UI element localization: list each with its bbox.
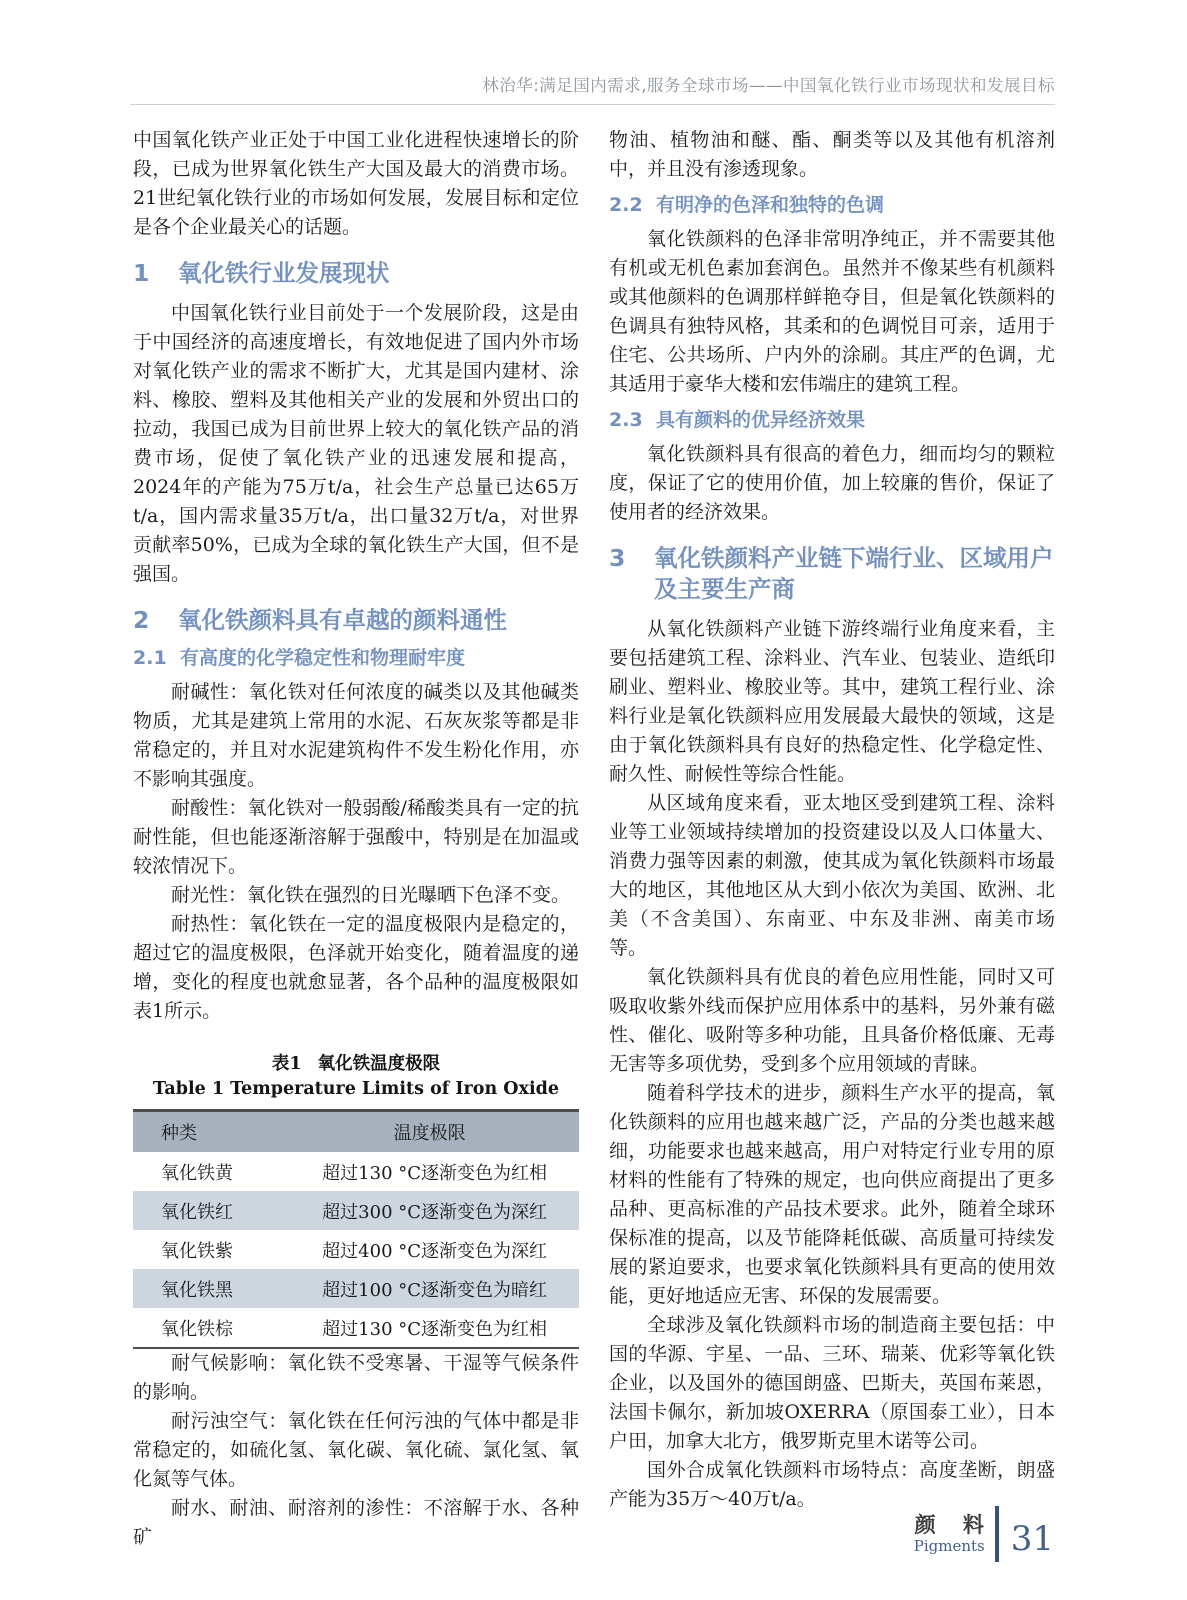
cell-limit: 超过300 °C逐渐变色为深红 bbox=[280, 1191, 579, 1230]
section-2-3-number: 2.3 bbox=[609, 409, 643, 431]
section-2-2-heading bbox=[609, 193, 1055, 218]
section-2-3-title: 具有颜料的优异经济效果 bbox=[656, 409, 866, 431]
section-2-3-paragraph: 氧化铁颜料具有很高的着色力，细而均匀的颗粒度，保证了它的使用价值，加上较廉的售价，保证了使用者的经济效果。 bbox=[609, 443, 1055, 523]
section-2-1-title: 有高度的化学稳定性和物理耐牢度 bbox=[180, 647, 466, 669]
section-2-title: 氧化铁颜料具有卓越的颜料通性 bbox=[178, 606, 507, 634]
table-row bbox=[133, 1269, 579, 1308]
right-column bbox=[609, 126, 1055, 1514]
paragraph-application-properties: 氧化铁颜料具有优良的着色应用性能，同时又可吸取收紫外线而保护应用体系中的基料，另外兼有磁性、催化、吸附等多种功能，且具备价格低廉、无毒无害等多项优势，受到多个应用领域的青睐。 bbox=[609, 966, 1055, 1075]
col-header-type: 种类 bbox=[133, 1111, 280, 1153]
table-row bbox=[133, 1230, 579, 1269]
journal-name-block bbox=[913, 1513, 994, 1555]
section-2-2-title: 有明净的色泽和独特的色调 bbox=[656, 194, 885, 216]
paragraph-technology-progress: 随着科学技术的进步，颜料生产水平的提高，氧化铁颜料的应用也越来越广泛，产品的分类也越来越细，功能要求也越来越高，用户对特定行业专用的原材料的性能有了特殊的规定，也向供应商提出了更多品种、更高标准的产品技术要求。此外，随着全球环保标准的提高，以及节能降耗低碳、高质量可持续发展的紧迫要求，也要求氧化铁颜料具有更高的使用效能，更好地适应无害、环保的发展需要。 bbox=[609, 1082, 1055, 1307]
section-3-number: 3 bbox=[609, 544, 626, 572]
paragraph-water-oil-solvent: 耐水、耐油、耐溶剂的渗性：不溶解于水、各种矿 bbox=[133, 1497, 579, 1548]
paragraph-foreign-market-features: 国外合成氧化铁颜料市场特点：高度垄断，朗盛产能为35万～40万t/a。 bbox=[609, 1459, 1055, 1510]
header-rule bbox=[130, 104, 1055, 105]
table-row bbox=[133, 1308, 579, 1348]
paragraph-weather-resistance: 耐气候影响：氧化铁不受寒暑、干湿等气候条件的影响。 bbox=[133, 1352, 579, 1403]
cell-type: 氧化铁黄 bbox=[161, 1162, 233, 1184]
paragraph-downstream-industries: 从氧化铁颜料产业链下游终端行业角度来看，主要包括建筑工程、涂料业、汽车业、包装业、造纸印刷业、塑料业、橡胶业等。其中，建筑工程行业、涂料行业是氧化铁颜料应用发展最大最快的领域，这是由于氧化铁颜料具有良好的热稳定性、化学稳定性、耐久性、耐候性等综合性能。 bbox=[609, 618, 1055, 785]
section-2-2-number: 2.2 bbox=[609, 194, 643, 216]
section-2-3-heading bbox=[609, 408, 1055, 433]
cell-type: 氧化铁紫 bbox=[161, 1240, 233, 1262]
page-number: 31 bbox=[1010, 1519, 1054, 1559]
paragraph-polluted-air-resistance: 耐污浊空气：氧化铁在任何污浊的气体中都是非常稳定的，如硫化氢、氧化碳、氧化硫、氯化氢、氧化氮等气体。 bbox=[133, 1410, 579, 1490]
running-header: 林治华:满足国内需求,服务全球市场——中国氧化铁行业市场现状和发展目标 bbox=[482, 76, 1055, 95]
table-1-title-en: Table 1 Temperature Limits of Iron Oxide bbox=[153, 1079, 559, 1099]
section-3-heading bbox=[609, 543, 1055, 605]
section-1-heading bbox=[133, 258, 579, 289]
section-2-1-heading bbox=[133, 646, 579, 671]
table-row bbox=[133, 1191, 579, 1230]
cell-type: 氧化铁棕 bbox=[161, 1318, 233, 1340]
left-column bbox=[133, 126, 579, 1552]
paragraph-global-manufacturers: 全球涉及氧化铁颜料市场的制造商主要包括：中国的华源、宇星、一品、三环、瑞莱、优彩等氧化铁企业，以及国外的德国朗盛、巴斯夫，英国布莱恩，法国卡佩尔，新加坡OXERRA（原国泰工业），日本户田，加拿大北方，俄罗斯克里木诺等公司。 bbox=[609, 1314, 1055, 1452]
paragraph-alkali-resistance: 耐碱性：氧化铁对任何浓度的碱类以及其他碱类物质，尤其是建筑上常用的水泥、石灰灰浆等都是非常稳定的，并且对水泥建筑构件不发生粉化作用，亦不影响其强度。 bbox=[133, 681, 579, 790]
temperature-limits-table bbox=[133, 1109, 579, 1349]
section-1-title: 氧化铁行业发展现状 bbox=[178, 259, 390, 287]
section-2-2-paragraph: 氧化铁颜料的色泽非常明净纯正，并不需要其他有机或无机色素加套润色。虽然并不像某些有机颜料或其他颜料的色调那样鲜艳夺目，但是氧化铁颜料的色调具有独特风格，其柔和的色调悦目可亲，适用于住宅、公共场所、户内外的涂刷。其庄严的色调，尤其适用于豪华大楼和宏伟端庄的建筑工程。 bbox=[609, 228, 1055, 395]
cell-type: 氧化铁红 bbox=[133, 1191, 280, 1230]
footer-divider bbox=[995, 1506, 999, 1562]
two-column-body bbox=[133, 126, 1055, 1552]
journal-name-cn: 颜 料 bbox=[914, 1513, 994, 1537]
table-1-title-cn bbox=[133, 1052, 579, 1077]
cell-limit: 超过130 °C逐渐变色为红相 bbox=[322, 1318, 548, 1340]
cell-limit: 超过130 °C逐渐变色为红相 bbox=[322, 1162, 548, 1184]
paragraph-light-resistance: 耐光性：氧化铁在强烈的日光曝晒下色泽不变。 bbox=[171, 884, 571, 906]
section-2-1-number: 2.1 bbox=[133, 647, 167, 669]
paragraph-continued: 物油、植物油和醚、酯、酮类等以及其他有机溶剂中，并且没有渗透现象。 bbox=[609, 129, 1055, 180]
section-3-title: 氧化铁颜料产业链下端行业、区域用户及主要生产商 bbox=[654, 544, 1054, 603]
section-2-number: 2 bbox=[133, 606, 150, 634]
section-1-number: 1 bbox=[133, 259, 150, 287]
paragraph-acid-resistance: 耐酸性：氧化铁对一般弱酸/稀酸类具有一定的抗耐性能，但也能逐渐溶解于强酸中，特别是在加温或较浓情况下。 bbox=[133, 797, 579, 877]
table-header-row bbox=[133, 1111, 579, 1153]
section-1-paragraph: 中国氧化铁行业目前处于一个发展阶段，这是由于中国经济的高速度增长，有效地促进了国内外市场对氧化铁产业的需求不断扩大，尤其是国内建材、涂料、橡胶、塑料及其他相关产业的发展和外贸出口的拉动，我国已成为目前世界上较大的氧化铁产品的消费市场，促使了氧化铁产业的迅速发展和提高，2024年的产能为75万t/a，社会生产总量已达65万t/a，国内需求量35万t/a，出口量32万t/a，对世界贡献率50%，已成为全球的氧化铁生产大国，但不是强国。 bbox=[133, 302, 579, 585]
journal-name-en: Pigments bbox=[913, 1537, 985, 1555]
table-1-block bbox=[133, 1052, 579, 1349]
cell-type: 氧化铁黑 bbox=[133, 1269, 280, 1308]
col-header-limit: 温度极限 bbox=[280, 1111, 579, 1153]
page-footer bbox=[914, 1506, 1054, 1562]
table-row bbox=[133, 1152, 579, 1191]
table-1-title-text: 氧化铁温度极限 bbox=[317, 1054, 441, 1074]
section-2-heading bbox=[133, 605, 579, 636]
paragraph-intro-continued: 中国氧化铁产业正处于中国工业化进程快速增长的阶段，已成为世界氧化铁生产大国及最大的消费市场。21世纪氧化铁行业的市场如何发展，发展目标和定位是各个企业最关心的话题。 bbox=[133, 129, 579, 238]
cell-limit: 超过100 °C逐渐变色为暗红 bbox=[280, 1269, 579, 1308]
table-1-label: 表1 bbox=[271, 1054, 302, 1074]
cell-limit: 超过400 °C逐渐变色为深红 bbox=[322, 1240, 548, 1262]
paragraph-regional-view: 从区域角度来看，亚太地区受到建筑工程、涂料业等工业领域持续增加的投资建设以及人口体量大、消费力强等因素的刺激，使其成为氧化铁颜料市场最大的地区，其他地区从大到小依次为美国、欧洲、北美（不含美国）、东南亚、中东及非洲、南美市场等。 bbox=[609, 792, 1055, 959]
paragraph-heat-resistance: 耐热性：氧化铁在一定的温度极限内是稳定的，超过它的温度极限，色泽就开始变化，随着温度的递增，变化的程度也就愈显著，各个品种的温度极限如表1所示。 bbox=[133, 913, 579, 1022]
